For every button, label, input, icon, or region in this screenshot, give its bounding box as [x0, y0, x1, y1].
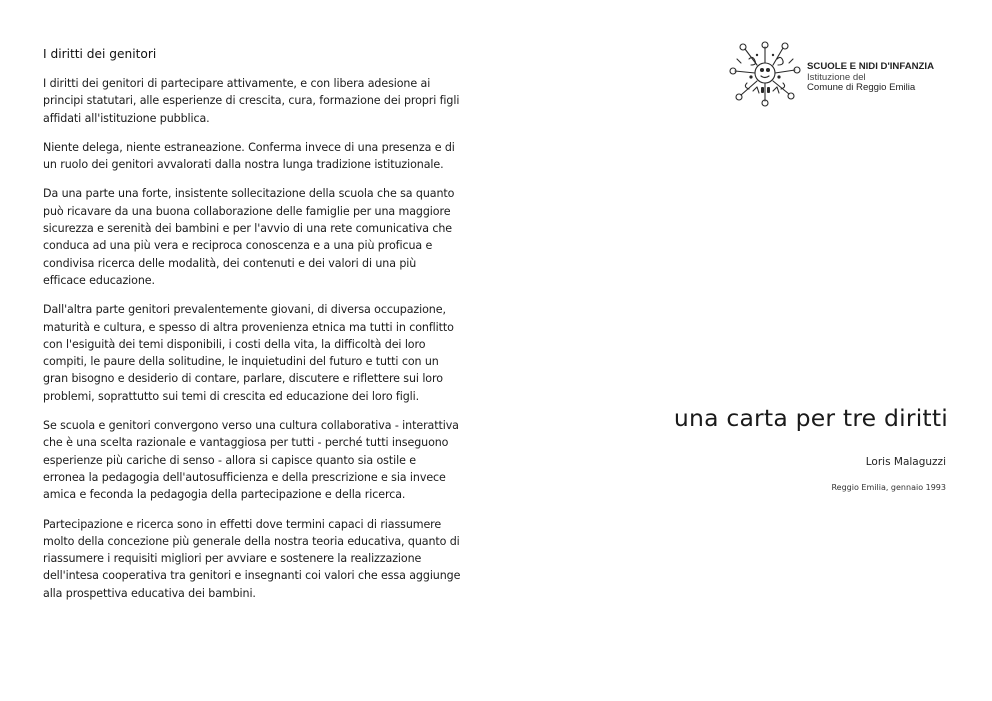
body-paragraph-6: Partecipazione e ricerca sono in effetti dove termini capaci di riassumere molto della concezione più generale della nostra teoria educativa, quanto di riassumere i requisiti migliori per avviare e sostenere la realizzazione dell'intesa cooperativa tra genitori e insegnanti coi valori che essa aggiunge alla prospettiva educativa dei bambini. — [43, 517, 461, 600]
logo-text — [807, 62, 934, 94]
author-name: Loris Malaguzzi — [865, 456, 946, 468]
logo-line-schools: SCUOLE E NIDI D'INFANZIA — [807, 61, 935, 72]
body-paragraph-1: I diritti dei genitori di partecipare attivamente, e con libera adesione ai principi statutari, alle esperienze di crescita, cura, formazione dei propri figli affidati all'istituzione pubblica. — [43, 77, 460, 125]
body-paragraph-3: Da una parte una forte, insistente sollecitazione della scuola che sa quanto può ricavare da una buona collaborazione delle famiglie per una maggiore sicurezza e serenità dei bambini e per l'avvio di una rete comunicativa che conduca ad una più vera e reciproca conoscenza e a una più proficua e condivisa ricerca delle modalità, dei contenuti e dei valori di una più efficace educazione. — [43, 187, 455, 287]
place-date-line: Reggio Emilia, gennaio 1993 — [831, 483, 946, 492]
body-paragraph-5: Se scuola e genitori convergono verso una cultura collaborativa - interattiva che è una scelta razionale e vantaggiosa per tutti - perché tutti inseguono esperienze più cariche di senso - allora si capisce quanto sia ostile e erronea la pedagogia dell'autosufficienza e della prescrizione e sia invece amica e feconda la pedagogia della partecipazione e della ricerca. — [43, 419, 459, 502]
institution-logo — [727, 37, 949, 107]
section-heading: I diritti dei genitori — [43, 47, 157, 61]
children-drawing-emblem-icon — [727, 37, 803, 107]
document-title: una carta per tre diritti — [673, 404, 948, 432]
body-paragraph-2: Niente delega, niente estraneazione. Conferma invece di una presenza e di un ruolo dei genitori avvalorati dalla nostra lunga tradizione istituzionale. — [43, 140, 455, 172]
logo-line-institution: Istituzione del — [807, 71, 866, 83]
body-paragraph-4: Dall'altra parte genitori prevalentemente giovani, di diversa occupazione, maturità e cultura, e spesso di altra provenienza etnica ma tutti in conflitto con l'esiguità dei temi disponibili, i costi della vita, la difficoltà dei loro compiti, le paure della solitudine, le inquietudini del futuro e tutti con un gran bisogno e desiderio di contare, parlare, discutere e riflettere sui loro problemi, soprattutto sui temi di crescita ed educazione dei loro figli. — [43, 303, 454, 403]
left-page-column — [43, 46, 461, 614]
logo-line-municipality: Comune di Reggio Emilia — [807, 82, 916, 93]
